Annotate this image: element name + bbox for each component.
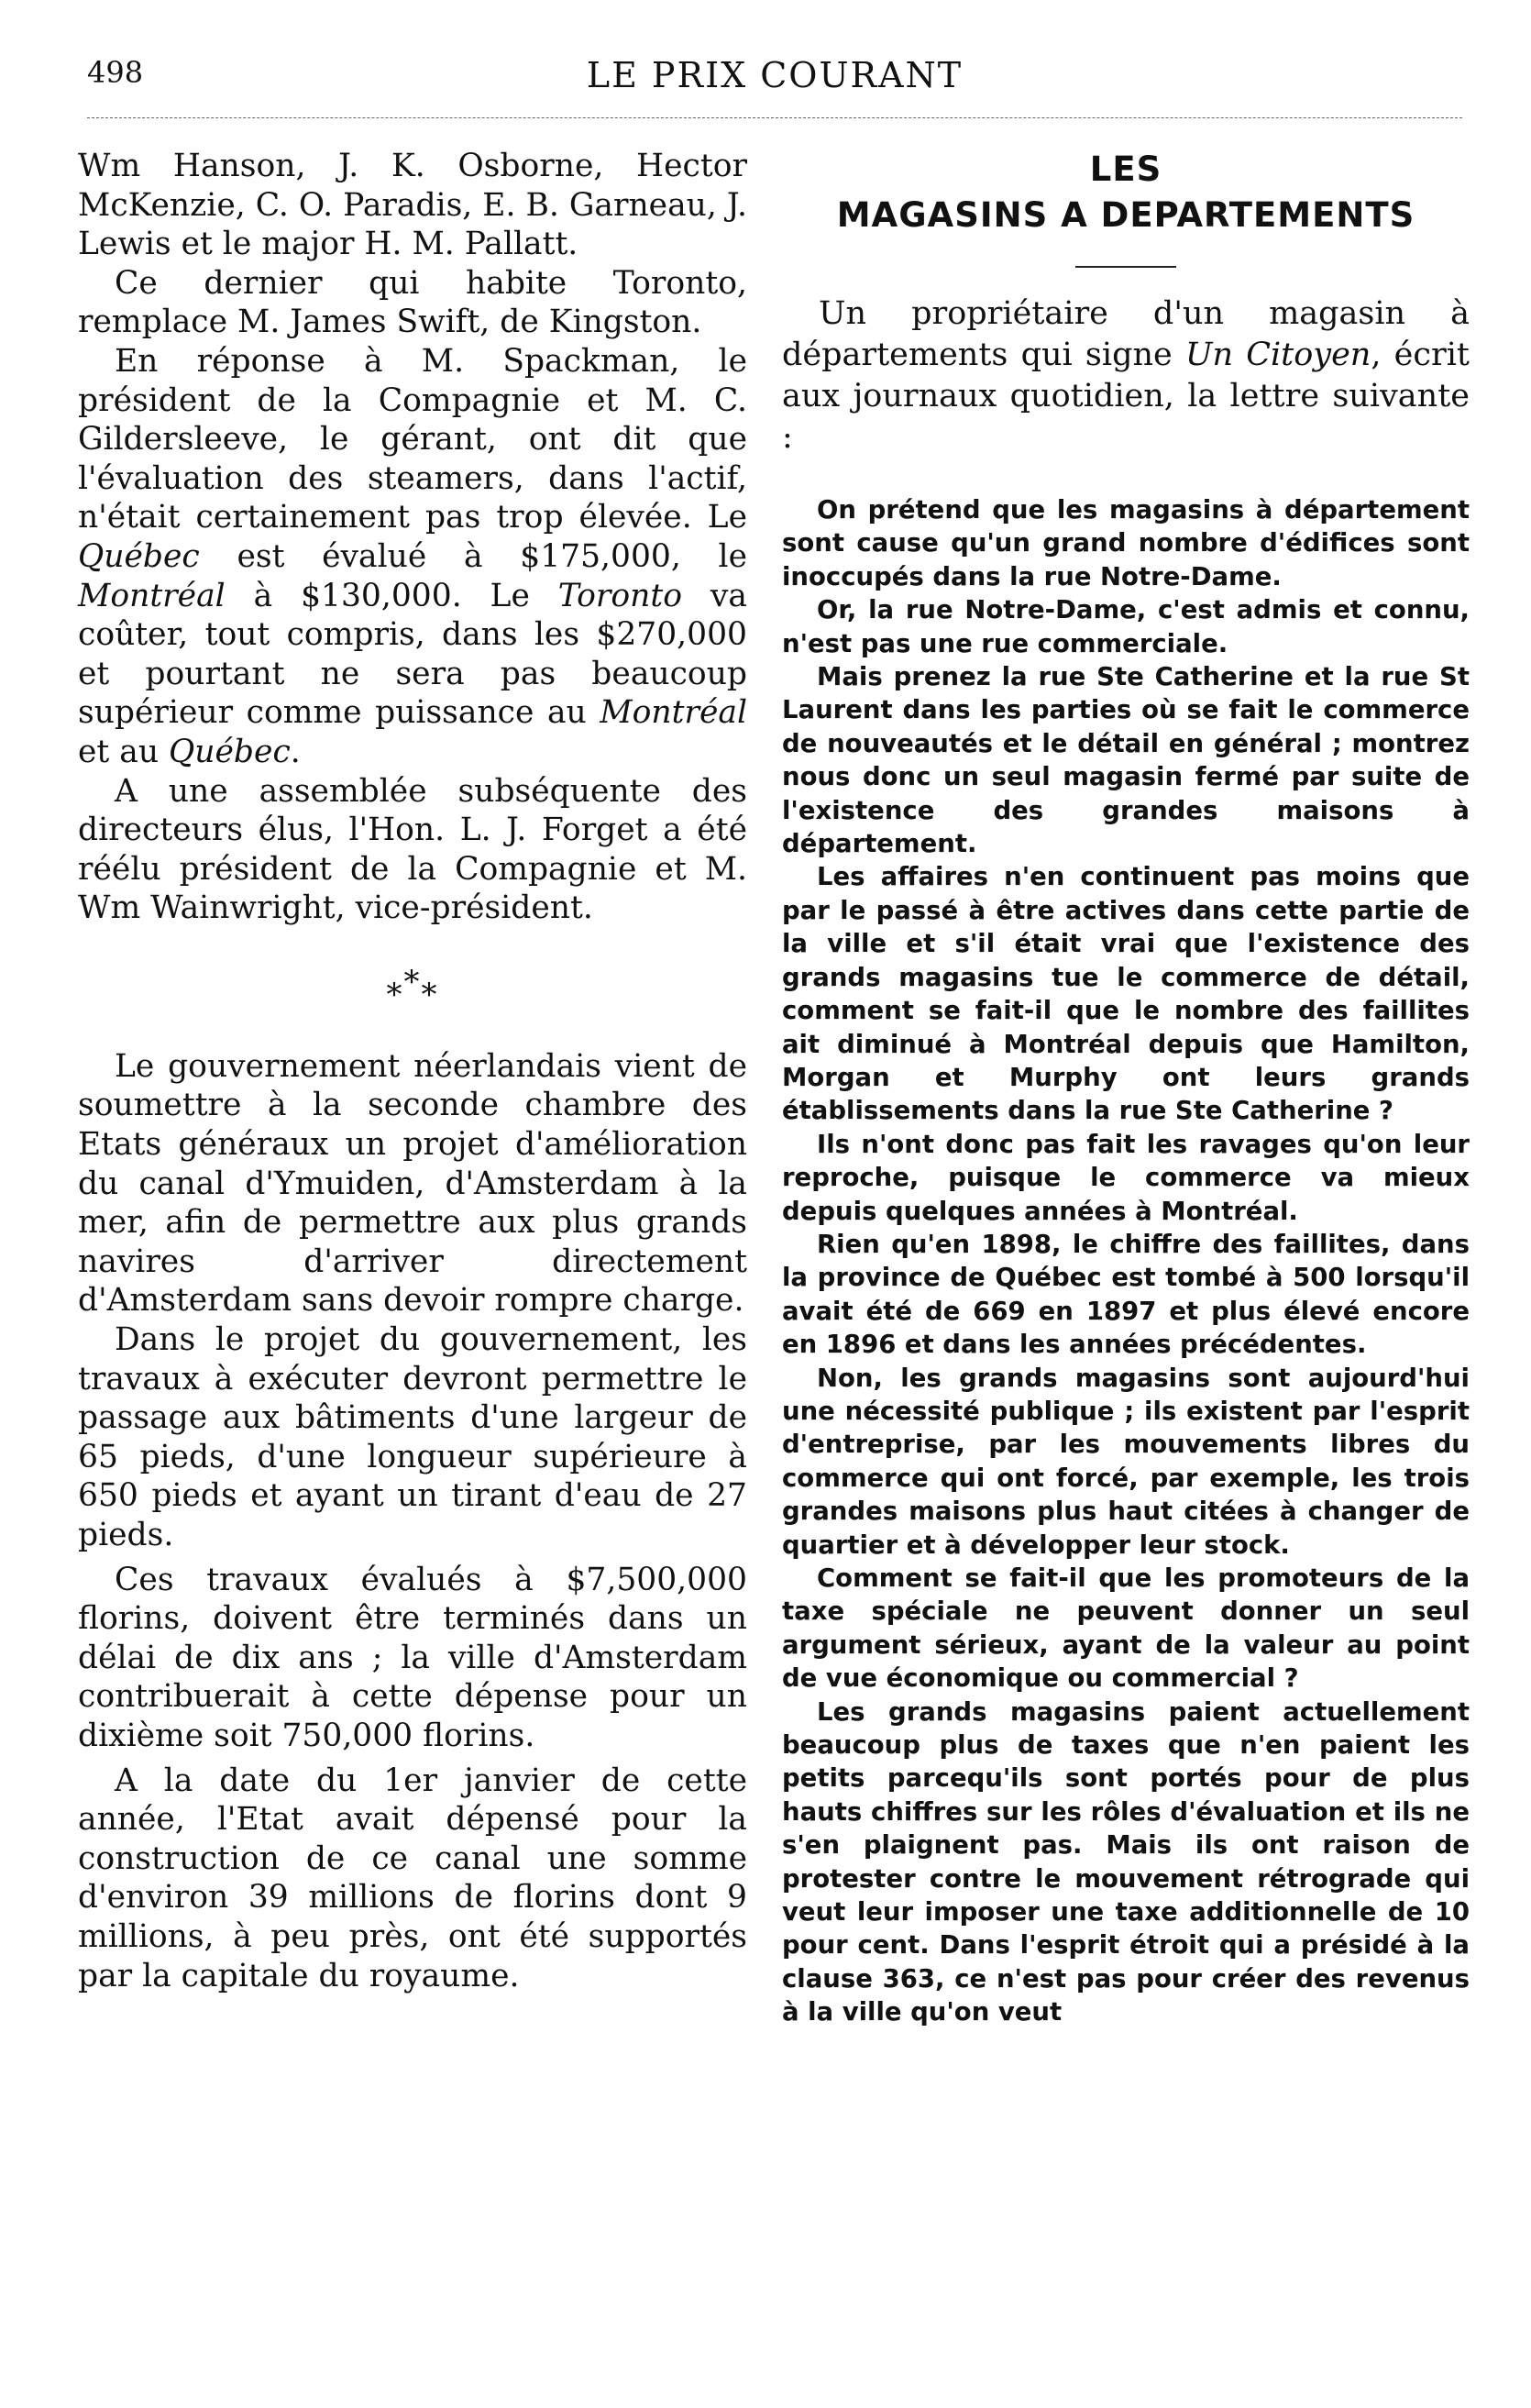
text-run: Un propriétaire d'un magasin à départements qui signe <box>782 295 1470 373</box>
letter-paragraph: Comment se fait-il que les promoteurs de la taxe spéciale ne peuvent donner un seul argument sérieux, ayant de la valeur au point de vue économique ou commercial ? <box>782 1563 1470 1694</box>
page-header <box>87 55 1462 110</box>
page-number: 498 <box>87 55 144 90</box>
text-run: à $130,000. Le <box>225 577 558 614</box>
paragraph: Le gouvernement néerlandais vient de soumettre à la seconde chambre des Etats généraux un projet d'amélioration du canal d'Ymuiden, d'Amsterdam à la mer, afin de permettre aux plus grands navires d'arriver directement d'Amsterdam sans devoir rompre charge. <box>78 1047 747 1320</box>
paragraph <box>78 342 747 772</box>
letter-body <box>782 493 1470 2029</box>
letter-paragraph: Les grands magasins paient actuellement beaucoup plus de taxes que n'en paient les petits parcequ'ils sont portés pour de plus hauts chiffres sur les rôles d'évaluation et ils ne s'en plaignent pas. Mais ils ont raison de protester contre le mouvement rétrograde qui veut leur imposer une taxe additionnelle de 10 pour cent. Dans l'esprit étroit qui a présidé à la clause 363, ce n'est pas pour créer des revenus à la ville qu'on veut <box>782 1696 1470 2027</box>
letter-paragraph: Ils n'ont donc pas fait les ravages qu'on leur reproche, puisque le commerce va mieux depuis quelques années à Montréal. <box>782 1129 1470 1226</box>
header-rule <box>87 117 1462 118</box>
paragraph <box>782 293 1470 458</box>
italic-run: Québec <box>169 733 291 770</box>
article-title-line: MAGASINS A DEPARTEMENTS <box>836 195 1415 235</box>
section-separator: *** <box>386 963 439 1013</box>
italic-run: Montréal <box>78 577 226 614</box>
right-column <box>782 147 1470 2029</box>
italic-run: Un Citoyen <box>1184 337 1371 373</box>
text-run: En réponse à M. Spackman, le président de la Compagnie et M. C. Gildersleeve, le gérant, ont dit que l'évaluation des steamers, dans l'actif, n'était certainement pas trop élevée. Le <box>78 342 747 536</box>
letter-paragraph: Mais prenez la rue Ste Catherine et la rue St Laurent dans les parties où se fait le commerce de nouveautés et le détail en général ; montrez nous donc un seul magasin fermé par suite de l'existence des grandes maisons à département. <box>782 662 1470 859</box>
article-title-line: LES <box>1089 149 1162 189</box>
running-title: LE PRIX COURANT <box>586 55 964 95</box>
title-rule <box>1075 266 1176 268</box>
paragraph: Dans le projet du gouvernement, les travaux à exécuter devront permettre le passage aux bâtiments d'une largeur de 65 pieds, d'une longueur supérieure à 650 pieds et ayant un tirant d'eau de 27 pieds. <box>78 1321 747 1553</box>
letter-paragraph: Non, les grands magasins sont aujourd'hui une nécessité publique ; ils existent par l'esprit d'entreprise, par les mouvements libres du commerce qui ont forcé, par exemple, les trois grandes maisons plus haut citées à changer de quartier et à développer leur stock. <box>782 1363 1470 1560</box>
text-run: est évalué à $175,000, le <box>199 537 747 575</box>
text-run: , écrit aux journaux quotidien, la lettre suivante : <box>782 337 1470 456</box>
letter-paragraph: Les affaires n'en continuent pas moins que par le passé à être actives dans cette partie de la ville et s'il était vrai que l'existence des grands magasins tue le commerce de détail, comment se fait-il que le nombre des faillites ait diminué à Montréal depuis que Hamilton, Morgan et Murphy ont leurs grands établissements dans la rue Ste Catherine ? <box>782 862 1470 1126</box>
text-run: va coûter, tout compris, dans les $270,000 et pourtant ne sera pas beaucoup supérieur comme puissance au <box>78 577 747 732</box>
paragraph: Wm Hanson, J. K. Osborne, Hector McKenzie, C. O. Paradis, E. B. Garneau, J. Lewis et le major H. M. Pallatt. <box>78 148 747 263</box>
paragraph: Ces travaux évalués à $7,500,000 florins, doivent être terminés dans un délai de dix ans ; la ville d'Amsterdam contribuerait à cette dépense pour un dixième soit 750,000 florins. <box>78 1561 747 1754</box>
paragraph: A une assemblée subséquente des directeurs élus, l'Hon. L. J. Forget a été réélu président de la Compagnie et M. Wm Wainwright, vice-président. <box>78 772 747 927</box>
italic-run: Québec <box>78 537 200 575</box>
paragraph: Ce dernier qui habite Toronto, remplace M. James Swift, de Kingston. <box>78 264 747 341</box>
letter-paragraph: Rien qu'en 1898, le chiffre des faillites, dans la province de Québec est tombé à 500 lorsqu'il avait été de 669 en 1897 et plus élevé encore en 1896 et dans les années précédentes. <box>782 1229 1470 1360</box>
letter-paragraph: Or, la rue Notre-Dame, c'est admis et connu, n'est pas une rue commerciale. <box>782 595 1470 658</box>
article-intro <box>782 293 1470 458</box>
article-title <box>782 147 1470 238</box>
left-column <box>78 147 747 1995</box>
italic-run: Toronto <box>557 577 683 614</box>
paragraph: A la date du 1er janvier de cette année, l'Etat avait dépensé pour la construction de ce canal une somme d'environ 39 millions de florins dont 9 millions, à peu près, ont été supportés par la capitale du royaume. <box>78 1762 747 1994</box>
text-run: . <box>290 733 301 770</box>
italic-run: Montréal <box>600 694 747 732</box>
letter-paragraph: On prétend que les magasins à département sont cause qu'un grand nombre d'édifices sont inoccupés dans la rue Notre-Dame. <box>782 495 1470 591</box>
text-run: et au <box>78 733 170 770</box>
